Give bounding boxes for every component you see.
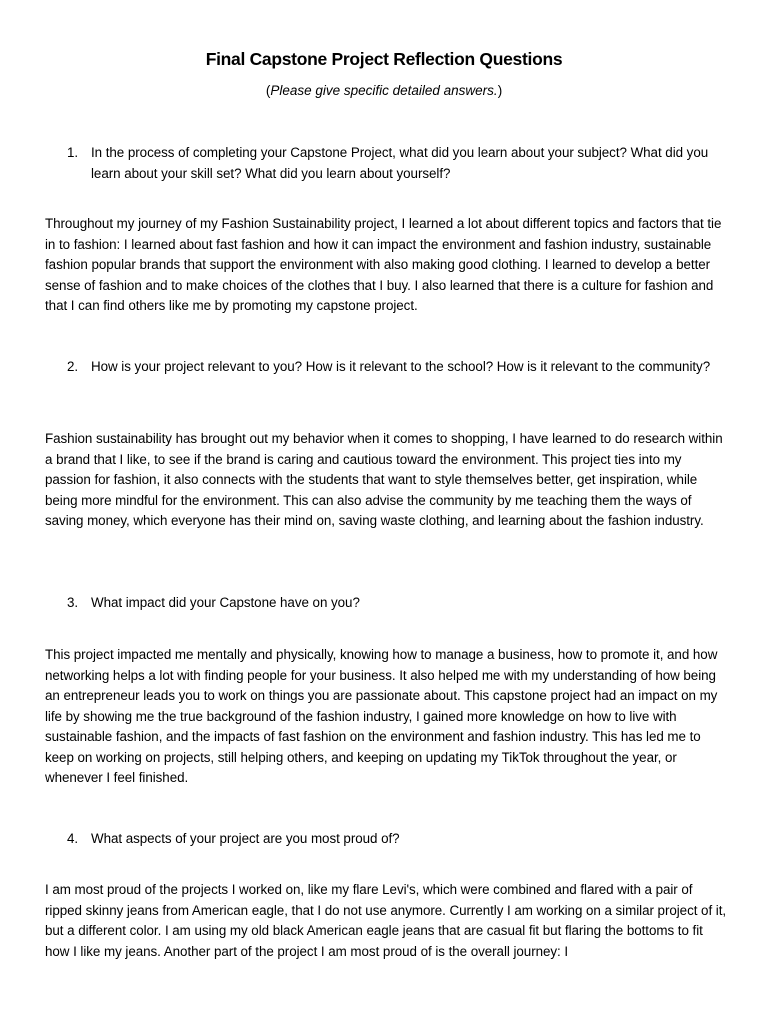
question-text: What aspects of your project are you most proud of?: [91, 831, 400, 846]
document-title: Final Capstone Project Reflection Questions: [205, 49, 563, 69]
question-text: How is your project relevant to you? How is it relevant to the school? How is it relevant to the community?: [91, 359, 711, 374]
question-number: 4.: [67, 831, 79, 846]
answer-2: Fashion sustainability has brought out my behavior when it comes to shopping, I have learned to do research within a brand that I like, to see if the brand is caring and cautious toward the environment. This project ties into my passion for fashion, it also connects with the students that want to style themselves better, get inspiration, while being more mindful for the environment. This can also advise the community by me teaching them the ways of saving money, which everyone has their mind on, saving waste clothing, and learning about the fashion industry.: [45, 431, 723, 528]
subtitle-close-paren: ): [497, 83, 503, 98]
answer-1: Throughout my journey of my Fashion Sustainability project, I learned a lot about different topics and factors that tie in to fashion: I learned about fast fashion and how it can impact the environment and fashion industry, sustainable fashion popular brands that support the environment with also making good clothing. I learned to develop a better sense of fashion and to make choices of the clothes that I buy. I also learned that there is a culture for fashion and that I can find others like me by promoting my capstone project.: [45, 216, 722, 313]
answer-4: I am most proud of the projects I worked on, like my flare Levi's, which were combined and flared with a pair of ripped skinny jeans from American eagle, that I do not use anymore. Currently I am working on a similar project of it, but a different color. I am using my old black American eagle jeans that are casual fit but flaring the bottoms to fit how I like my jeans. Another part of the project I am most proud of is the overall journey: I: [45, 882, 727, 959]
question-number: 2.: [67, 359, 79, 374]
subtitle-instruction: Please give specific detailed answers.: [270, 83, 498, 98]
question-text: In the process of completing your Capstone Project, what did you learn about your subject? What did you learn about your skill set? What did you learn about yourself?: [91, 145, 709, 181]
subtitle-open-paren: (: [265, 83, 271, 98]
question-number: 3.: [67, 595, 79, 610]
question-text: What impact did your Capstone have on you?: [91, 595, 360, 610]
question-number: 1.: [67, 145, 79, 160]
document-subtitle: [0, 81, 768, 101]
answer-3: This project impacted me mentally and physically, knowing how to manage a business, how to promote it, and how networking helps a lot with finding people for your business. It also helped me with my understanding of how being an entrepreneur leads you to work on things you are passionate about. This capstone project had an impact on my life by showing me the true background of the fashion industry, I gained more knowledge on how to live with sustainable fashion, and the impacts of fast fashion on the environment and fashion industry. This has led me to keep on working on projects, still helping others, and keeping on updating my TikTok throughout the year, or whenever I feel finished.: [45, 647, 718, 785]
